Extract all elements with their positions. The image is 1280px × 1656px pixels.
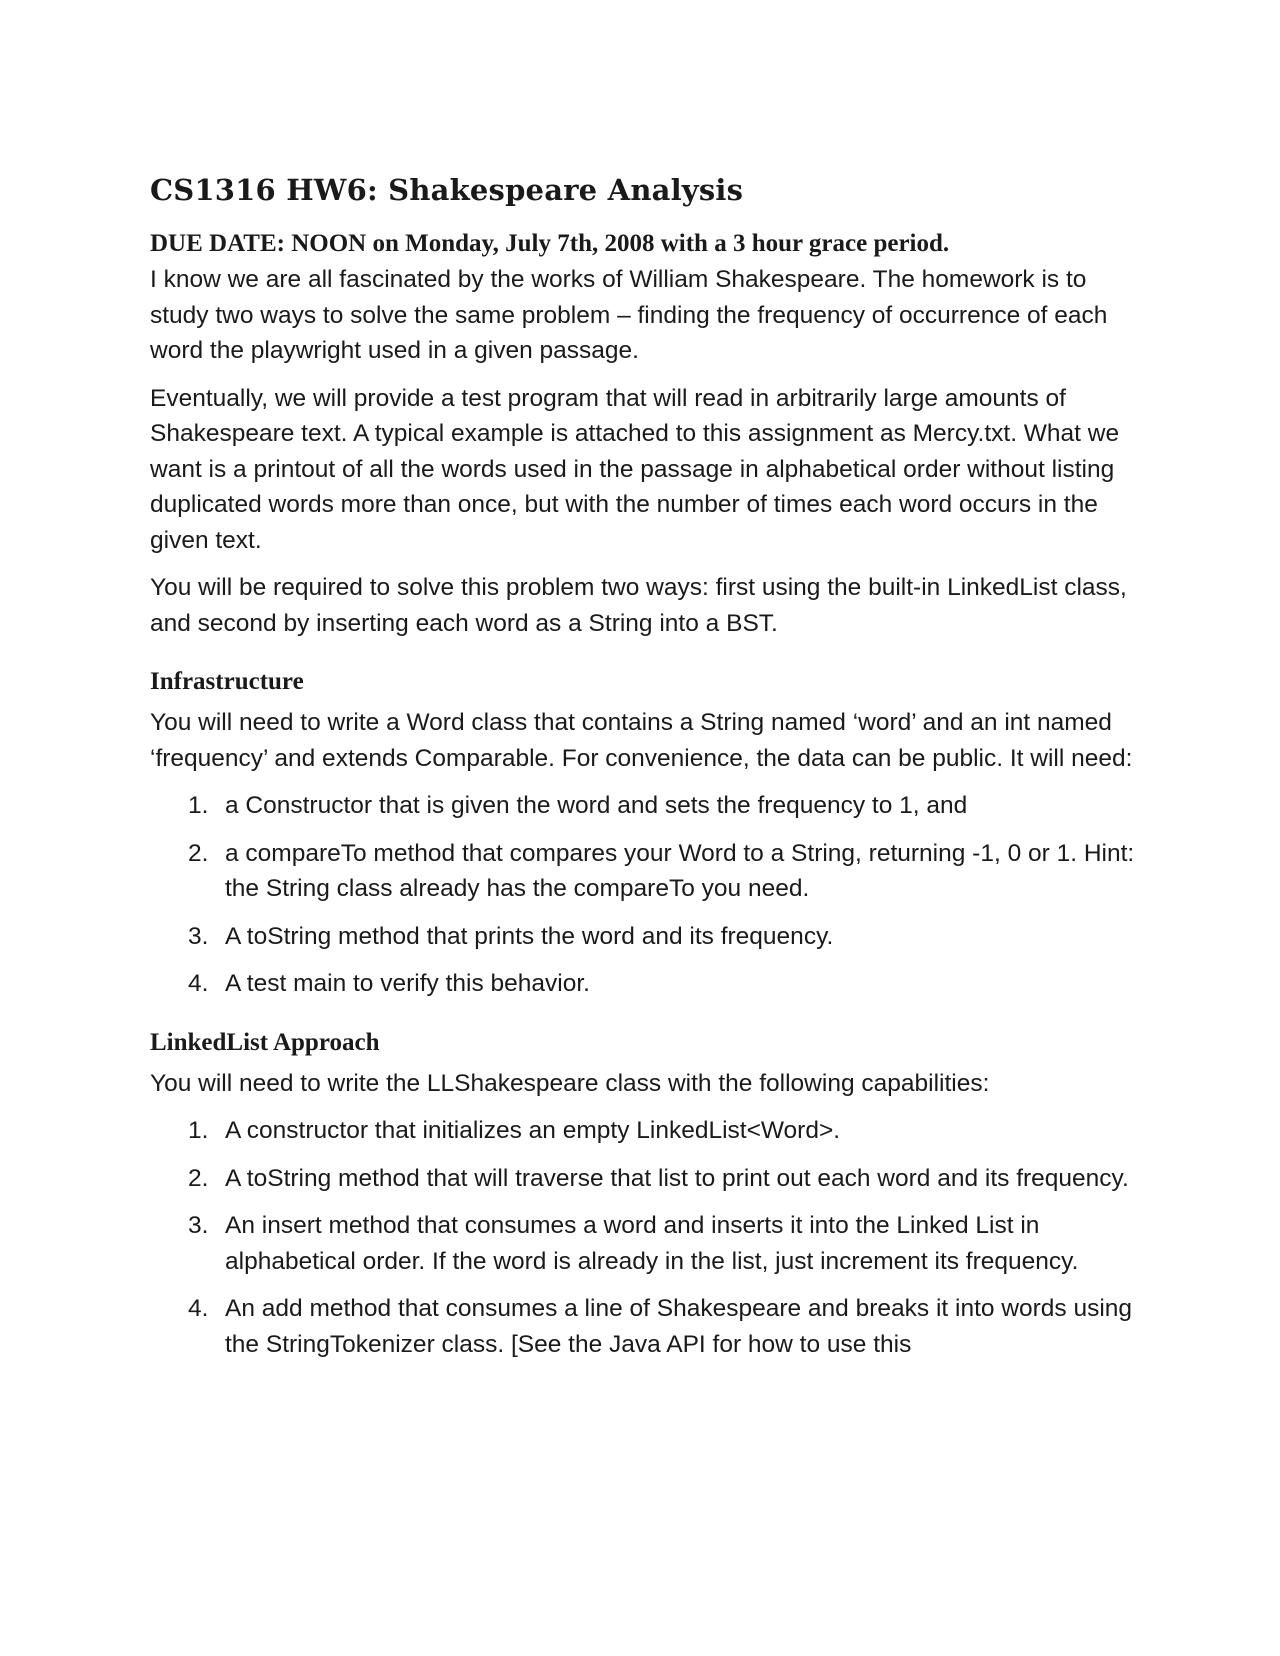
intro-paragraph-2: Eventually, we will provide a test program that will read in arbitrarily large amounts of Shakespeare text. A typical example is attached to this assignment as Mercy.txt. What we want is a printout of all the words used in the passage in alphabetical order without listing duplicated words more than once, but with the number of times each word occurs in the given text. (150, 384, 1120, 554)
document-page (150, 172, 1135, 1374)
list-item (150, 1161, 1135, 1197)
list-item-text: A test main to verify this behavior. (225, 970, 590, 997)
list-item-text: A toString method that will traverse that list to print out each word and its frequency. (225, 1164, 1129, 1192)
linkedlist-paragraph: You will need to write the LLShakespeare class with the following capabilities: (150, 1069, 990, 1097)
list-item (150, 1113, 1135, 1149)
list-item (150, 788, 1135, 824)
due-date: DUE DATE: NOON on Monday, July 7th, 2008 with a 3 hour grace period. (150, 230, 950, 257)
list-item-text: a Constructor that is given the word and sets the frequency to 1, and (225, 792, 968, 819)
list-item-text: A constructor that initializes an empty LinkedList<Word>. (225, 1117, 841, 1144)
list-item (150, 1208, 1135, 1279)
list-item (150, 966, 1135, 1002)
list-item-text: An insert method that consumes a word and inserts it into the Linked List in alphabetical order. If the word is already in the list, just increment its frequency. (225, 1212, 1079, 1275)
infrastructure-heading: Infrastructure (150, 668, 304, 695)
linkedlist-list (150, 1113, 1135, 1362)
intro-paragraph-1: I know we are all fascinated by the works of William Shakespeare. The homework is to study two ways to solve the same problem – finding the frequency of occurrence of each word the playwright used in a given passage. (150, 266, 1108, 364)
list-item (150, 836, 1135, 907)
list-item-text: A toString method that prints the word and its frequency. (225, 922, 834, 950)
list-item-text: An add method that consumes a line of Shakespeare and breaks it into words using the StringTokenizer class. [See the Java API for how to use this (225, 1295, 1133, 1358)
list-item-text: a compareTo method that compares your Word to a String, returning -1, 0 or 1. Hint: the String class already has the compareTo you need. (225, 839, 1135, 902)
list-item-number: 1. (188, 792, 209, 819)
list-item-number: 2. (188, 839, 209, 867)
list-item (150, 919, 1135, 955)
list-item-number: 1. (188, 1117, 209, 1144)
document-title: CS1316 HW6: Shakespeare Analysis (150, 173, 744, 207)
list-item-number: 4. (188, 1295, 209, 1322)
list-item-number: 2. (188, 1164, 209, 1192)
list-item-number: 4. (188, 970, 209, 997)
list-item-number: 3. (188, 1212, 209, 1239)
infrastructure-paragraph: You will need to write a Word class that contains a String named ‘word’ and an int named ‘frequency’ and extends Comparable. For convenience, the data can be public. It will need: (150, 709, 1133, 772)
list-item-number: 3. (188, 922, 209, 950)
linkedlist-heading: LinkedList Approach (150, 1028, 380, 1056)
infrastructure-list (150, 788, 1135, 1002)
intro-paragraph-3: You will be required to solve this problem two ways: first using the built-in LinkedList class, and second by inserting each word as a String into a BST. (150, 574, 1127, 637)
list-item (150, 1291, 1135, 1362)
